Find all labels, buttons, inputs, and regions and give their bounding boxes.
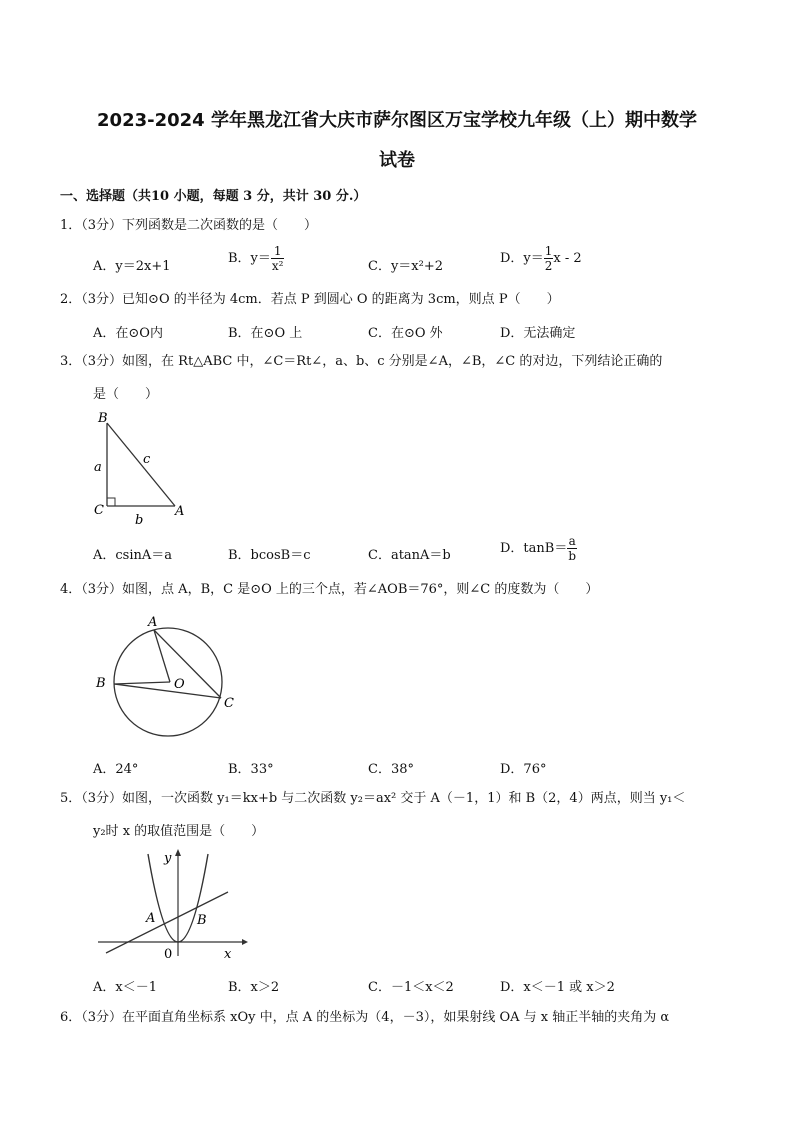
q1-d-denominator: 2	[544, 259, 553, 273]
q3-stem-2: 是（ ）	[93, 387, 159, 402]
q5-label-origin: 0	[164, 947, 173, 962]
q3-option-d-fraction	[567, 534, 577, 563]
q3-triangle-figure	[88, 408, 198, 528]
q6-number: 6．（3分）	[60, 1010, 123, 1025]
q3-option-b: B．bcosB＝c	[228, 548, 311, 563]
q3-d-denominator: b	[568, 549, 577, 563]
question-6	[60, 1008, 720, 1028]
q5-graph-figure	[92, 846, 252, 966]
q1-option-d-suffix: x - 2	[553, 251, 582, 266]
q3-label-a-vertex: A	[175, 504, 185, 519]
q4-label-b: B	[96, 676, 106, 691]
q4-number: 4．（3分）	[60, 582, 123, 597]
q5-label-y: y	[164, 851, 172, 866]
q1-d-numerator: 1	[544, 244, 553, 258]
q1-option-b	[228, 244, 284, 273]
q4-option-a: A．24°	[93, 762, 139, 777]
q3-stem-1: 如图，在 Rt△ABC 中，∠C＝Rt∠，a、b、c 分别是∠A，∠B，∠C 的对边，下列结论正确的	[122, 354, 663, 369]
q5-option-c: C．－1＜x＜2	[368, 980, 454, 995]
q1-stem: 下列函数是二次函数的是（ ）	[122, 218, 318, 233]
q3-option-a: A．csinA＝a	[93, 548, 173, 563]
q3-right-angle-mark	[107, 498, 115, 506]
q3-label-a-side: a	[94, 460, 102, 475]
q5-option-d: D．x＜－1 或 x＞2	[500, 980, 615, 995]
q5-stem-2: y₂时 x 的取值范围是（ ）	[93, 824, 265, 839]
q5-stem-1: 如图，一次函数 y₁＝kx+b 与二次函数 y₂＝ax² 交于 A（－1，1）和 B（2，4）两点，则当 y₁＜	[122, 791, 686, 806]
section-heading: 一、选择题（共10 小题，每题 3 分，共计 30 分.）	[60, 189, 367, 204]
q5-label-a: A	[146, 911, 156, 926]
q5-label-x: x	[224, 947, 232, 962]
question-4	[60, 580, 720, 600]
q4-segment-bo	[114, 682, 170, 684]
q4-label-c: C	[224, 696, 234, 711]
q5-line	[106, 892, 228, 953]
q6-stem: 在平面直角坐标系 xOy 中，点 A 的坐标为（4，－3），如果射线 OA 与 x 轴正半轴的夹角为 α	[122, 1010, 670, 1025]
question-1	[60, 216, 720, 236]
q4-segment-bc	[114, 684, 221, 698]
q1-option-b-fraction	[271, 244, 285, 273]
q2-option-d: D．无法确定	[500, 326, 576, 341]
q2-option-c: C．在⊙O 外	[368, 326, 443, 341]
q5-option-b: B．x＞2	[228, 980, 280, 995]
q3-side-c	[107, 423, 175, 506]
q2-stem: 已知⊙O 的半径为 4cm．若点 P 到圆心 O 的距离为 3cm，则点 P（ ）	[122, 292, 560, 307]
q3-label-c-side: c	[143, 452, 151, 467]
q2-option-a: A．在⊙O内	[93, 326, 163, 341]
question-2	[60, 290, 720, 310]
q3-option-d	[500, 534, 577, 563]
q1-option-d-prefix: D．y＝	[500, 251, 544, 266]
q3-number: 3．（3分）	[60, 354, 123, 369]
title-line-1: 2023-2024 学年黑龙江省大庆市萨尔图区万宝学校九年级（上）期中数学	[97, 110, 697, 131]
title-line-2: 试卷	[379, 150, 415, 171]
q1-option-c: C．y＝x²+2	[368, 259, 443, 274]
q1-b-numerator: 1	[271, 244, 285, 259]
q5-option-a: A．x＜－1	[93, 980, 157, 995]
q1-option-d	[500, 244, 582, 273]
q4-option-d: D．76°	[500, 762, 547, 777]
q4-circle-figure	[88, 610, 248, 740]
q1-option-a: A．y＝2x+1	[93, 259, 171, 274]
q4-option-b: B．33°	[228, 762, 274, 777]
question-3	[60, 352, 720, 372]
q4-option-c: C．38°	[368, 762, 414, 777]
q3-label-b-side: b	[135, 513, 144, 528]
q5-number: 5．（3分）	[60, 791, 123, 806]
q2-option-b: B．在⊙O 上	[228, 326, 303, 341]
q3-option-c: C．atanA＝b	[368, 548, 451, 563]
q4-label-a: A	[148, 615, 158, 630]
question-5	[60, 789, 720, 809]
q1-b-denominator: x²	[271, 259, 284, 273]
q3-option-d-prefix: D．tanB＝	[500, 541, 568, 556]
q1-option-b-prefix: B．y＝	[228, 251, 271, 266]
q5-x-axis-arrow	[242, 939, 248, 945]
q4-stem: 如图，点 A，B，C 是⊙O 上的三个点，若∠AOB＝76°，则∠C 的度数为（ ）	[122, 582, 599, 597]
q5-label-b: B	[197, 913, 207, 928]
q3-label-b-vertex: B	[98, 411, 108, 426]
q3-label-c-vertex: C	[94, 503, 104, 518]
q3-d-numerator: a	[568, 534, 576, 548]
q4-label-o: O	[174, 677, 185, 692]
q1-option-d-fraction	[544, 244, 554, 273]
q5-y-axis-arrow	[175, 849, 181, 856]
q2-number: 2．（3分）	[60, 292, 123, 307]
q1-number: 1．（3分）	[60, 218, 123, 233]
